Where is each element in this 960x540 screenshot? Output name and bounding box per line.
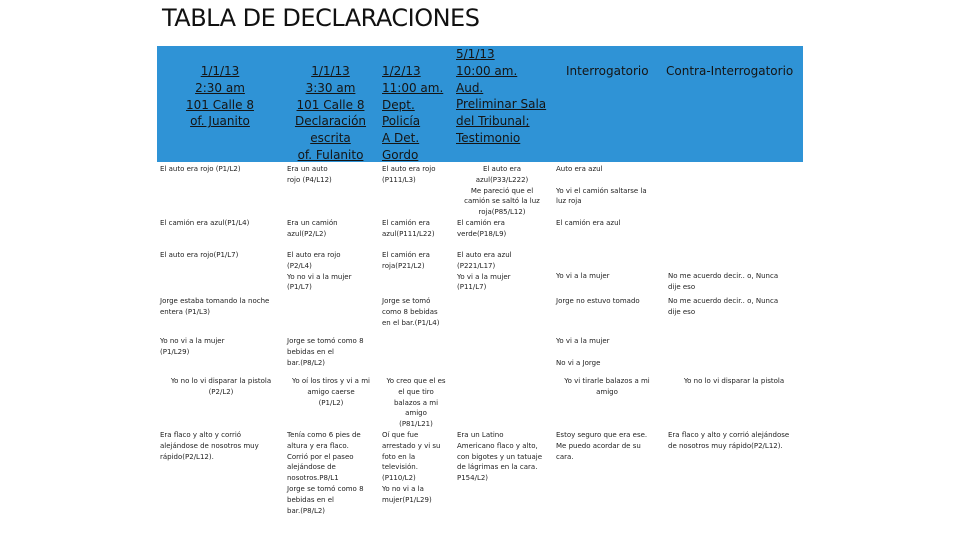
cell-r7-c3: Oí que fue arrestado y vi su foto en la televisión. (P110/L2) Yo no vi a la mujer(P1/L29) xyxy=(382,431,441,504)
header-col-5: Interrogatorio xyxy=(566,64,649,78)
cell-r5-c5: Yo vi a la mujer No vi a Jorge xyxy=(556,337,610,367)
page-title: TABLA DE DECLARACIONES xyxy=(162,4,480,32)
cell-r2-c5: El camión era azul xyxy=(556,219,621,227)
cell-r1-c2: Era un auto rojo (P4/L12) xyxy=(287,165,332,184)
cell-r6-c2: Yo oí los tiros y vi a mi amigo caerse (P1/L2) xyxy=(292,377,370,407)
cell-r4-c6: No me acuerdo decir.. o, Nunca dije eso xyxy=(668,297,779,316)
cell-r1-c1: El auto era rojo (P1/L2) xyxy=(160,165,241,173)
cell-r2-c2: Era un camión azul(P2/L2) xyxy=(287,219,338,238)
cell-r3-c5: Yo vi a la mujer xyxy=(556,272,610,280)
cell-r1-c4: El auto era azul(P33/L222) Me pareció que el camión se saltó la luz roja(P85/L12) xyxy=(464,165,540,217)
cell-r2-c1: El camión era azul(P1/L4) xyxy=(160,219,250,227)
cell-r3-c3: El camión era roja(P21/L2) xyxy=(382,251,430,270)
cell-r7-c4: Era un Latino Americano flaco y alto, con bigotes y un tatuaje de lágrimas en la cara. P154/L2) xyxy=(457,431,543,483)
header-col-4: 5/1/13 10:00 am. Aud. Preliminar Sala del Tribunal; Testimonio xyxy=(456,47,547,145)
cell-r3-c2: El auto era rojo (P2/L4) Yo no vi a la mujer (P1/L7) xyxy=(287,251,352,292)
cell-r6-c5: Yo vi tirarle balazos a mi amigo xyxy=(564,377,650,396)
cell-r4-c1: Jorge estaba tomando la noche entera (P1/L3) xyxy=(160,297,270,316)
cell-r6-c1: Yo no lo vi disparar la pistola (P2/L2) xyxy=(170,377,272,396)
cell-r7-c2: Tenía como 6 pies de altura y era flaco. Corrió por el paseo alejándose de nosotros.P8/L1 Jorge se tomó como 8 bebidas en el bar.(P8/L2) xyxy=(287,431,364,515)
header-col-1: 1/1/13 2:30 am 101 Calle 8 of. Juanito xyxy=(186,64,254,129)
cell-r6-c3: Yo creo que el es el que tiro balazos a mi amigo (P81/L21) xyxy=(386,377,446,429)
cell-r1-c5: Auto era azul Yo vi el camión saltarse la luz roja xyxy=(556,165,647,206)
cell-r7-c6: Era flaco y alto y corrió alejándose de nosotros muy rápido(P2/L12). xyxy=(668,431,790,450)
cell-r3-c1: El auto era rojo(P1/L7) xyxy=(160,251,239,259)
cell-r7-c1: Era flaco y alto y corrió alejándose de nosotros muy rápido(P2/L12). xyxy=(160,431,259,461)
cell-r7-c5: Estoy seguro que era ese. Me puedo acordar de su cara. xyxy=(556,431,648,461)
cell-r4-c3: Jorge se tomó como 8 bebidas en el bar.(P1/L4) xyxy=(382,297,440,327)
cell-r5-c2: Jorge se tomó como 8 bebidas en el bar.(P8/L2) xyxy=(287,337,364,367)
header-col-2: 1/1/13 3:30 am 101 Calle 8 Declaración escrita of. Fulanito xyxy=(294,64,367,162)
cell-r2-c4: El camión era verde(P18/L9) xyxy=(457,219,507,238)
header-col-6: Contra-Interrogatorio xyxy=(666,64,794,78)
cell-r2-c3: El camión era azul(P111/L22) xyxy=(382,219,435,238)
cell-r5-c1: Yo no vi a la mujer (P1/L29) xyxy=(160,337,225,356)
cell-r3-c6: No me acuerdo decir.. o, Nunca dije eso xyxy=(668,272,779,291)
cell-r4-c5: Jorge no estuvo tomado xyxy=(556,297,640,305)
cell-r1-c3: El auto era rojo (P111/L3) xyxy=(382,165,436,184)
cell-r6-c6: Yo no lo vi disparar la pistola xyxy=(683,377,785,385)
cell-r3-c4: El auto era azul (P221/L17) Yo vi a la mujer (P11/L7) xyxy=(457,251,512,292)
header-col-3: 1/2/13 11:00 am. Dept. Policía A Det. Gordo xyxy=(382,64,444,162)
